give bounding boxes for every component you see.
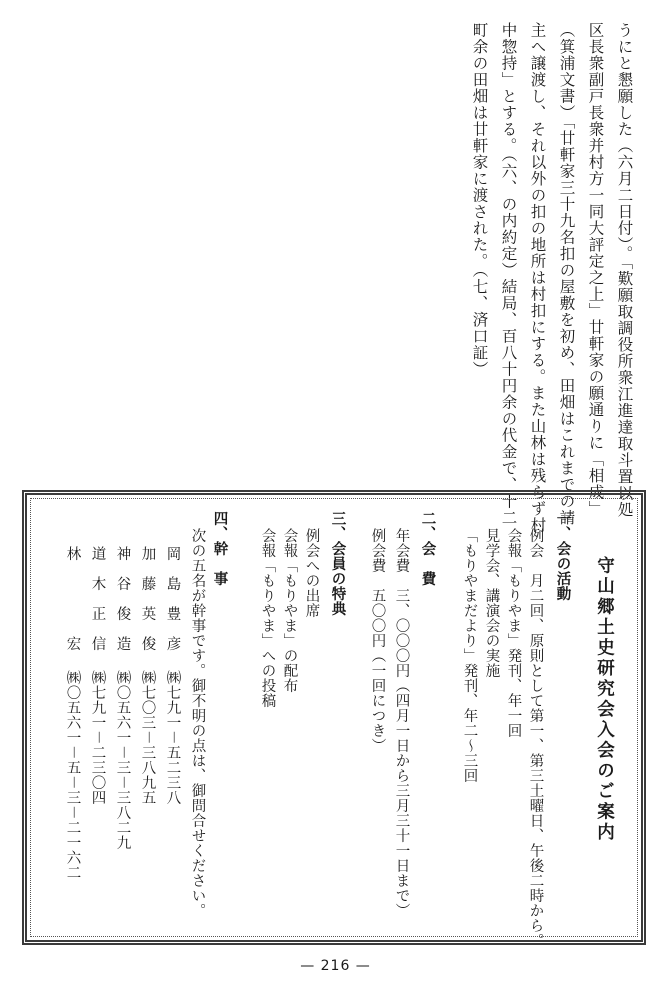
body-text-line: （箕浦文書）「廿軒家三十九名扣の屋敷を初め、田畑はこれまでの請 — [557, 22, 576, 526]
officer-phone: ㈱〇五六一－五－三－二一六二 — [64, 670, 81, 880]
benefit-line: 例会への出席 — [303, 528, 320, 618]
officer-name: 加 藤 英 俊 — [139, 546, 156, 651]
officer-name: 神 谷 俊 造 — [114, 546, 131, 651]
page-number: — 216 — — [300, 958, 371, 974]
officer-phone: ㈱七九一－二三〇四 — [89, 670, 106, 805]
officer-phone: ㈱〇五六一－三－三八二九 — [114, 670, 131, 850]
benefit-line: 会報「もりやま」の配布 — [281, 528, 298, 693]
fee-line: 例会費 五〇〇円（一回につき） — [369, 528, 386, 753]
officer-name: 道 木 正 信 — [89, 546, 106, 651]
activity-line: 会報「もりやま」発刊、年一回 — [505, 528, 522, 738]
fee-line: 年会費 三、〇〇〇円（四月一日から三月三十一日まで） — [393, 528, 410, 918]
section-heading-benefits: 三、会員の特典 — [329, 511, 347, 616]
body-text-line: 町余の田畑は廿軒家に渡された。（七、済口証） — [470, 22, 489, 378]
section-heading-fees: 二、会 費 — [419, 511, 437, 586]
activity-line: 見学会、講演会の実施 — [483, 528, 500, 678]
officers-intro: 次の五名が幹事です。御不明の点は、御問合せください。 — [189, 528, 206, 918]
activity-line: 例会 月二回、原則として第一、第三土曜日、午後二時から。 — [527, 528, 544, 948]
body-text-line: 区長衆副戸長衆并村方一同大評定之上」廿軒家の願通りに「相成」 — [586, 22, 605, 517]
section-heading-officers: 四、幹 事 — [211, 511, 229, 586]
body-text-line: 主へ譲渡し、それ以外の扣の地所は村扣にする。また山林は残らず村 — [528, 22, 547, 534]
officer-name: 林 宏 — [64, 546, 81, 651]
officer-phone: ㈱七〇三－三八九五 — [139, 670, 156, 805]
body-text-line: 中惣持」とする。（六、の内約定）結局、百八十円余の代金で、十二 — [499, 22, 518, 526]
benefit-line: 会報「もりやま」への投稿 — [259, 528, 276, 708]
officer-phone: ㈱七九一－五二三八 — [164, 670, 181, 805]
activity-line: 「もりやまだより」発刊、年二〜三回 — [461, 528, 478, 783]
notice-title: 守山郷土史研究会入会のご案内 — [594, 556, 615, 843]
officer-name: 岡 島 豊 彦 — [164, 546, 181, 651]
body-text-line: うにと懇願した（六月二日付）。「歎願取調役所衆江進達取斗置以処 — [615, 22, 634, 518]
section-heading-activities: 一、会の活動 — [554, 511, 572, 601]
